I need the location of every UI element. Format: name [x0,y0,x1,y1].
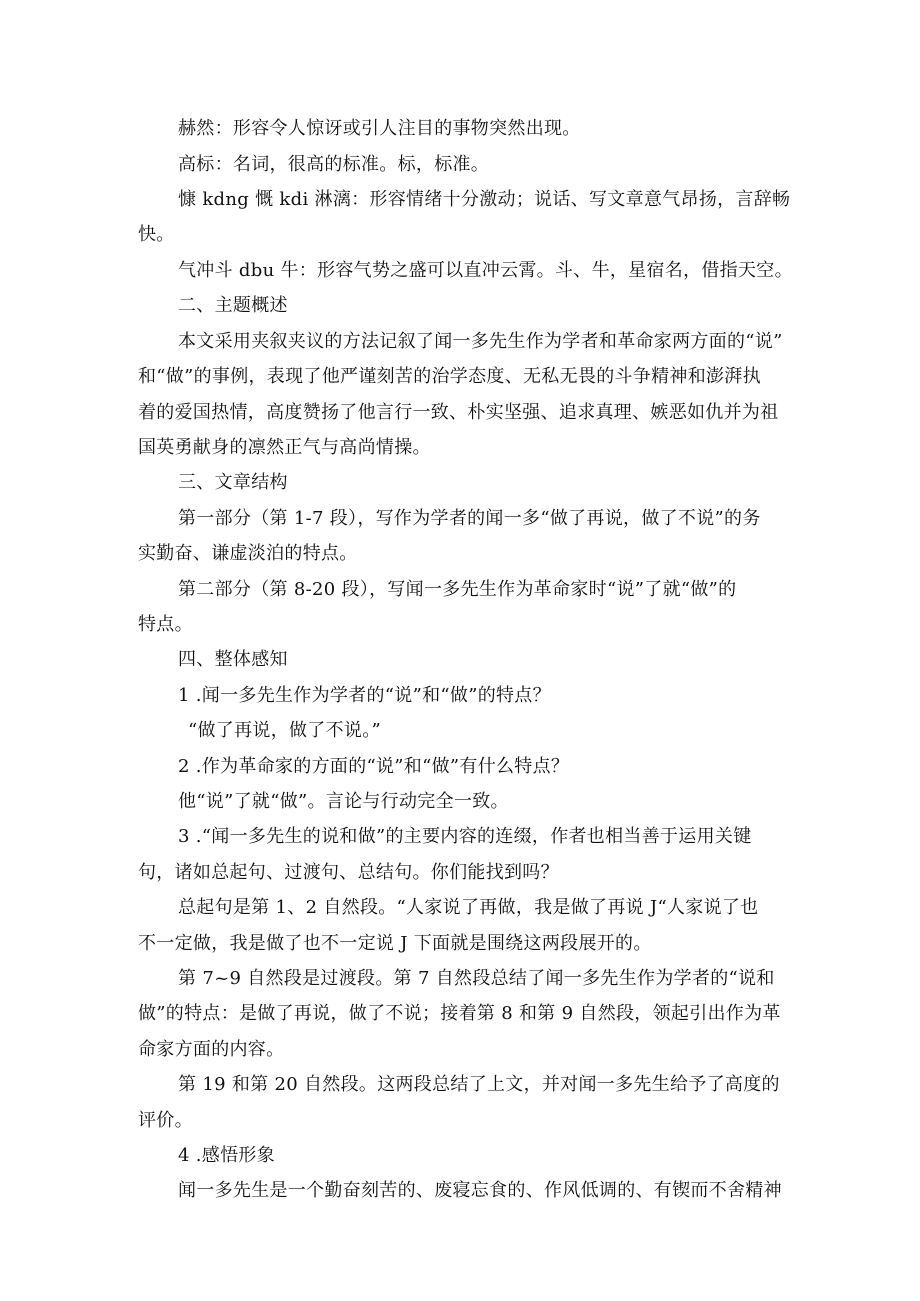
question-1: 1 .闻一多先生作为学者的“说”和“做”的特点？ [178,685,551,706]
vocab-qichongdouniu: 气冲斗 dbu 牛：形容气势之盛可以直冲云霄。斗、牛，星宿名，借指天空。 [178,260,793,281]
vocab-kangkai-cont: 快。 [138,224,175,245]
answer-2: 他“说”了就“做”。言论与行动完全一致。 [178,791,509,812]
vocab-heran: 赫然：形容令人惊讶或引人注目的事物突然出现。 [178,118,581,139]
paragraph-line: 评价。 [138,1110,193,1131]
paragraph-line: 第一部分（第 1-7 段），写作为学者的闻一多“做了再说，做了不说”的务 [178,508,761,529]
paragraph-line: 着的爱国热情，高度赞扬了他言行一致、朴实坚强、追求真理、嫉恶如仇并为祖 [138,402,779,423]
vocab-gaobiao: 高标：名词，很高的标准。标，标准。 [178,154,490,175]
paragraph-line: 国英勇献身的凛然正气与高尚情操。 [138,437,431,458]
paragraph-line: 不一定做，我是做了也不一定说 J 下面就是围绕这两段展开的。 [138,933,652,954]
paragraph-line: 第二部分（第 8-20 段），写闻一多先生作为革命家时“说”了就“做”的 [178,579,737,600]
paragraph-line: 第 7~9 自然段是过渡段。第 7 自然段总结了闻一多先生作为学者的“说和 [178,968,775,989]
question-4: 4 .感悟形象 [178,1145,275,1166]
section-heading-structure: 三、文章结构 [178,472,288,493]
paragraph-line: 总起句是第 1、2 自然段。“人家说了再做，我是做了再说 J“人家说了也 [178,897,759,918]
question-2: 2 .作为革命家的方面的“说”和“做”有什么特点？ [178,756,570,777]
answer-1: “做了再说，做了不说。” [188,720,382,741]
section-heading-overview: 四、整体感知 [178,649,288,670]
paragraph-line: 做”的特点：是做了再说，做了不说；接着第 8 和第 9 自然段，领起引出作为革 [138,1003,781,1024]
question-3-cont: 句，诸如总起句、过渡句、总结句。你们能找到吗？ [138,862,559,883]
paragraph-line: 第 19 和第 20 自然段。这两段总结了上文，并对闻一多先生给予了高度的 [178,1074,780,1095]
vocab-kangkai: 慷 kdng 慨 kdi 淋漓：形容情绪十分激动；说话、写文章意气昂扬，言辞畅 [178,189,791,210]
paragraph-line: 特点。 [138,614,193,635]
paragraph-line: 实勤奋、谦虚淡泊的特点。 [138,543,358,564]
paragraph-line: 和“做”的事例，表现了他严谨刻苦的治学态度、无私无畏的斗争精神和澎湃执 [138,366,761,387]
paragraph-line: 本文采用夹叙夹议的方法记叙了闻一多先生作为学者和革命家两方面的“说” [178,331,783,352]
paragraph-line: 命家方面的内容。 [138,1039,285,1060]
paragraph-line: 闻一多先生是一个勤奋刻苦的、废寝忘食的、作风低调的、有锲而不舍精神 [178,1180,782,1201]
question-3: 3 .“闻一多先生的说和做”的主要内容的连缀，作者也相当善于运用关键 [178,826,752,847]
section-heading-theme: 二、主题概述 [178,295,288,316]
